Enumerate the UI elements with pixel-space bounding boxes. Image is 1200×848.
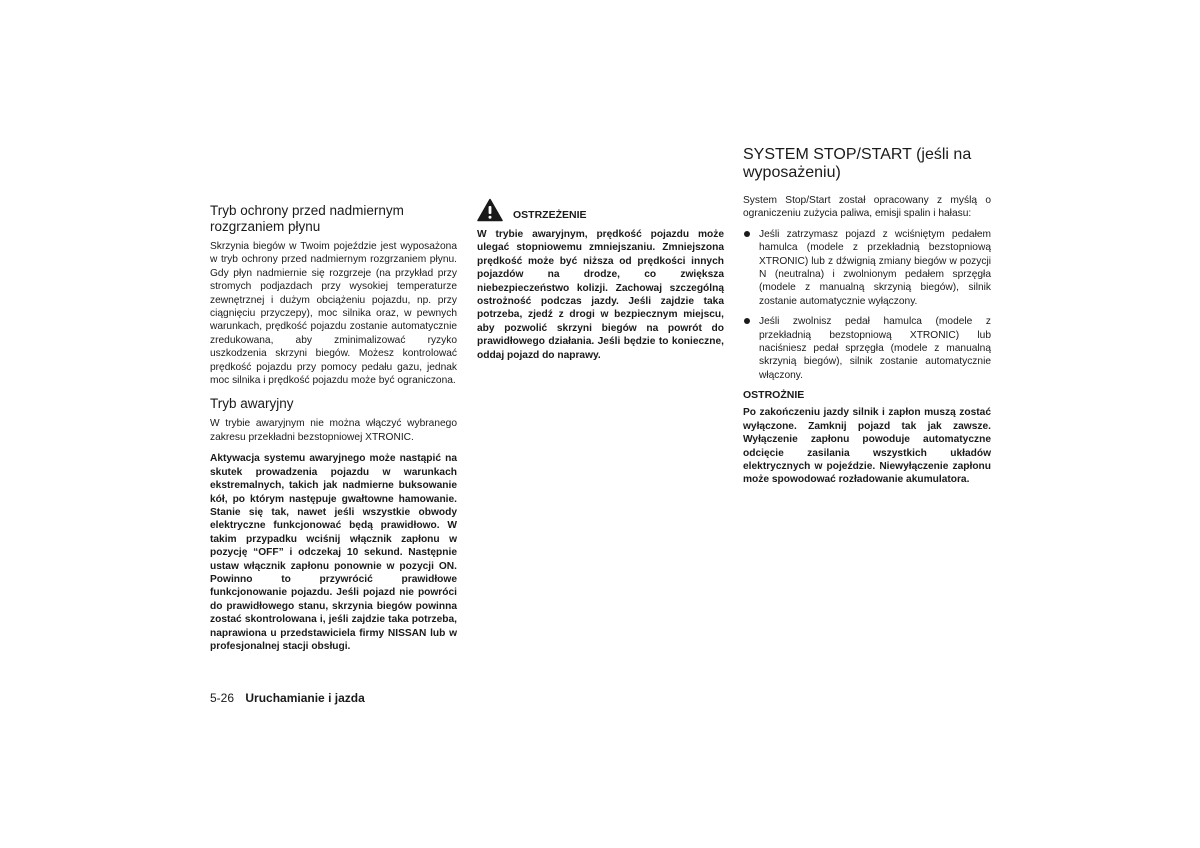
right-column [743, 146, 991, 493]
list-item: Jeśli zatrzymasz pojazd z wciśniętym pedałem hamulca (modele z przekładnią bezstopniową XTRONIC) lub z dźwignią zmiany biegów w pozycji N (neutralna) i zwolnionym pedałem sprzęgła (modele z manualną skrzynią biegów), silnik zostanie automatycznie wyłączony. [743, 228, 991, 308]
fail-safe-paragraph: W trybie awaryjnym nie można włączyć wybranego zakresu przekładni bezstopniowej XTRONIC. [210, 418, 457, 443]
warning-triangle-icon [477, 198, 503, 222]
left-column [210, 203, 457, 659]
page-footer [210, 691, 365, 705]
fail-safe-activation-paragraph: Aktywacja systemu awaryjnego może nastąpić na skutek prowadzenia pojazdu w warunkach ekstremalnych, takich jak nadmierne buksowanie kół, po którym następuje gwałtowne hamowanie. Stanie się tak, nawet jeśli wszystkie obwody elektryczne funkcjonować będą prawidłowo. W takim przypadku wciśnij włącznik zapłonu w pozycję “OFF” i odczekaj 10 sekund. Następnie ustaw włącznik zapłonu ponownie w pozycji ON. Powinno to przywrócić prawidłowe funkcjonowanie pojazdu. Jeśli pojazd nie powróci do prawidłowego stanu, skrzynia biegów powinna zostać skontrolowana i, jeśli zajdzie taka potrzeba, naprawiona u przedstawiciela firmy NISSAN lub w profesjonalnej stacji obsługi. [210, 453, 457, 652]
stop-start-heading: SYSTEM STOP/START (jeśli na wyposażeniu) [743, 146, 972, 181]
bullet-dot-icon [744, 231, 750, 237]
section-title: Uruchamianie i jazda [245, 691, 365, 705]
warning-header [477, 198, 724, 222]
page-number: 5-26 [210, 691, 235, 705]
warning-title: OSTRZEŻENIE [513, 209, 587, 221]
stop-start-intro: System Stop/Start został opracowany z myślą o ograniczeniu zużycia paliwa, emisji spalin i hałasu: [743, 195, 991, 220]
overheat-protection-paragraph: Skrzynia biegów w Twoim pojeździe jest wyposażona w tryb ochrony przed nadmiernym rozgrzaniem płynu. Gdy płyn nadmiernie się rozgrzeje (na przykład przy stromych podjazdach przy wysokiej temperaturze zewnętrznej i dużym obciążeniu pojazdu, np. przy ciągnięciu przyczepy), moc silnika oraz, w pewnych warunkach, prędkość pojazdu zostanie automatycznie zredukowana, aby zminimalizować ryzyko uszkodzenia skrzyni biegów. Możesz kontrolować prędkość pojazdu przy pomocy pedału gazu, jednak moc silnika i prędkość pojazdu może być ograniczona. [210, 241, 457, 387]
warning-text: W trybie awaryjnym, prędkość pojazdu może ulegać stopniowemu zmniejszaniu. Zmniejszona prędkość może być niższa od prędkości innych pojazdów na drodze, co zwiększa niebezpieczeństwo kolizji. Zachowaj szczególną ostrożność podczas jazdy. Jeśli zajdzie taka potrzeba, zjedź z drogi w bezpiecznym miejscu, aby pozwolić skrzyni biegów na powrót do prawidłowego działania. Jeśli będzie to konieczne, oddaj pojazd do naprawy. [477, 229, 724, 361]
middle-column [477, 198, 724, 368]
fail-safe-heading: Tryb awaryjny [210, 396, 294, 412]
bullet-dot-icon [744, 318, 750, 324]
list-item: Jeśli zwolnisz pedał hamulca (modele z przekładnią bezstopniową XTRONIC) lub naciśniesz pedał sprzęgła (modele z manualną skrzynią biegów), silnik zostanie automatycznie włączony. [743, 315, 991, 382]
stop-start-bullets [743, 228, 991, 382]
caution-text: Po zakończeniu jazdy silnik i zapłon muszą zostać wyłączone. Zamknij pojazd tak jak zawsze. Wyłączenie zapłonu powoduje automatyczne odcięcie zasilania wszystkich układów elektrycznych w pojeździe. Niewyłączenie zapłonu może spowodować rozładowanie akumulatora. [743, 407, 991, 486]
overheat-protection-heading: Tryb ochrony przed nadmiernym rozgrzaniem płynu [210, 203, 404, 234]
caution-title: OSTROŻNIE [743, 389, 805, 402]
